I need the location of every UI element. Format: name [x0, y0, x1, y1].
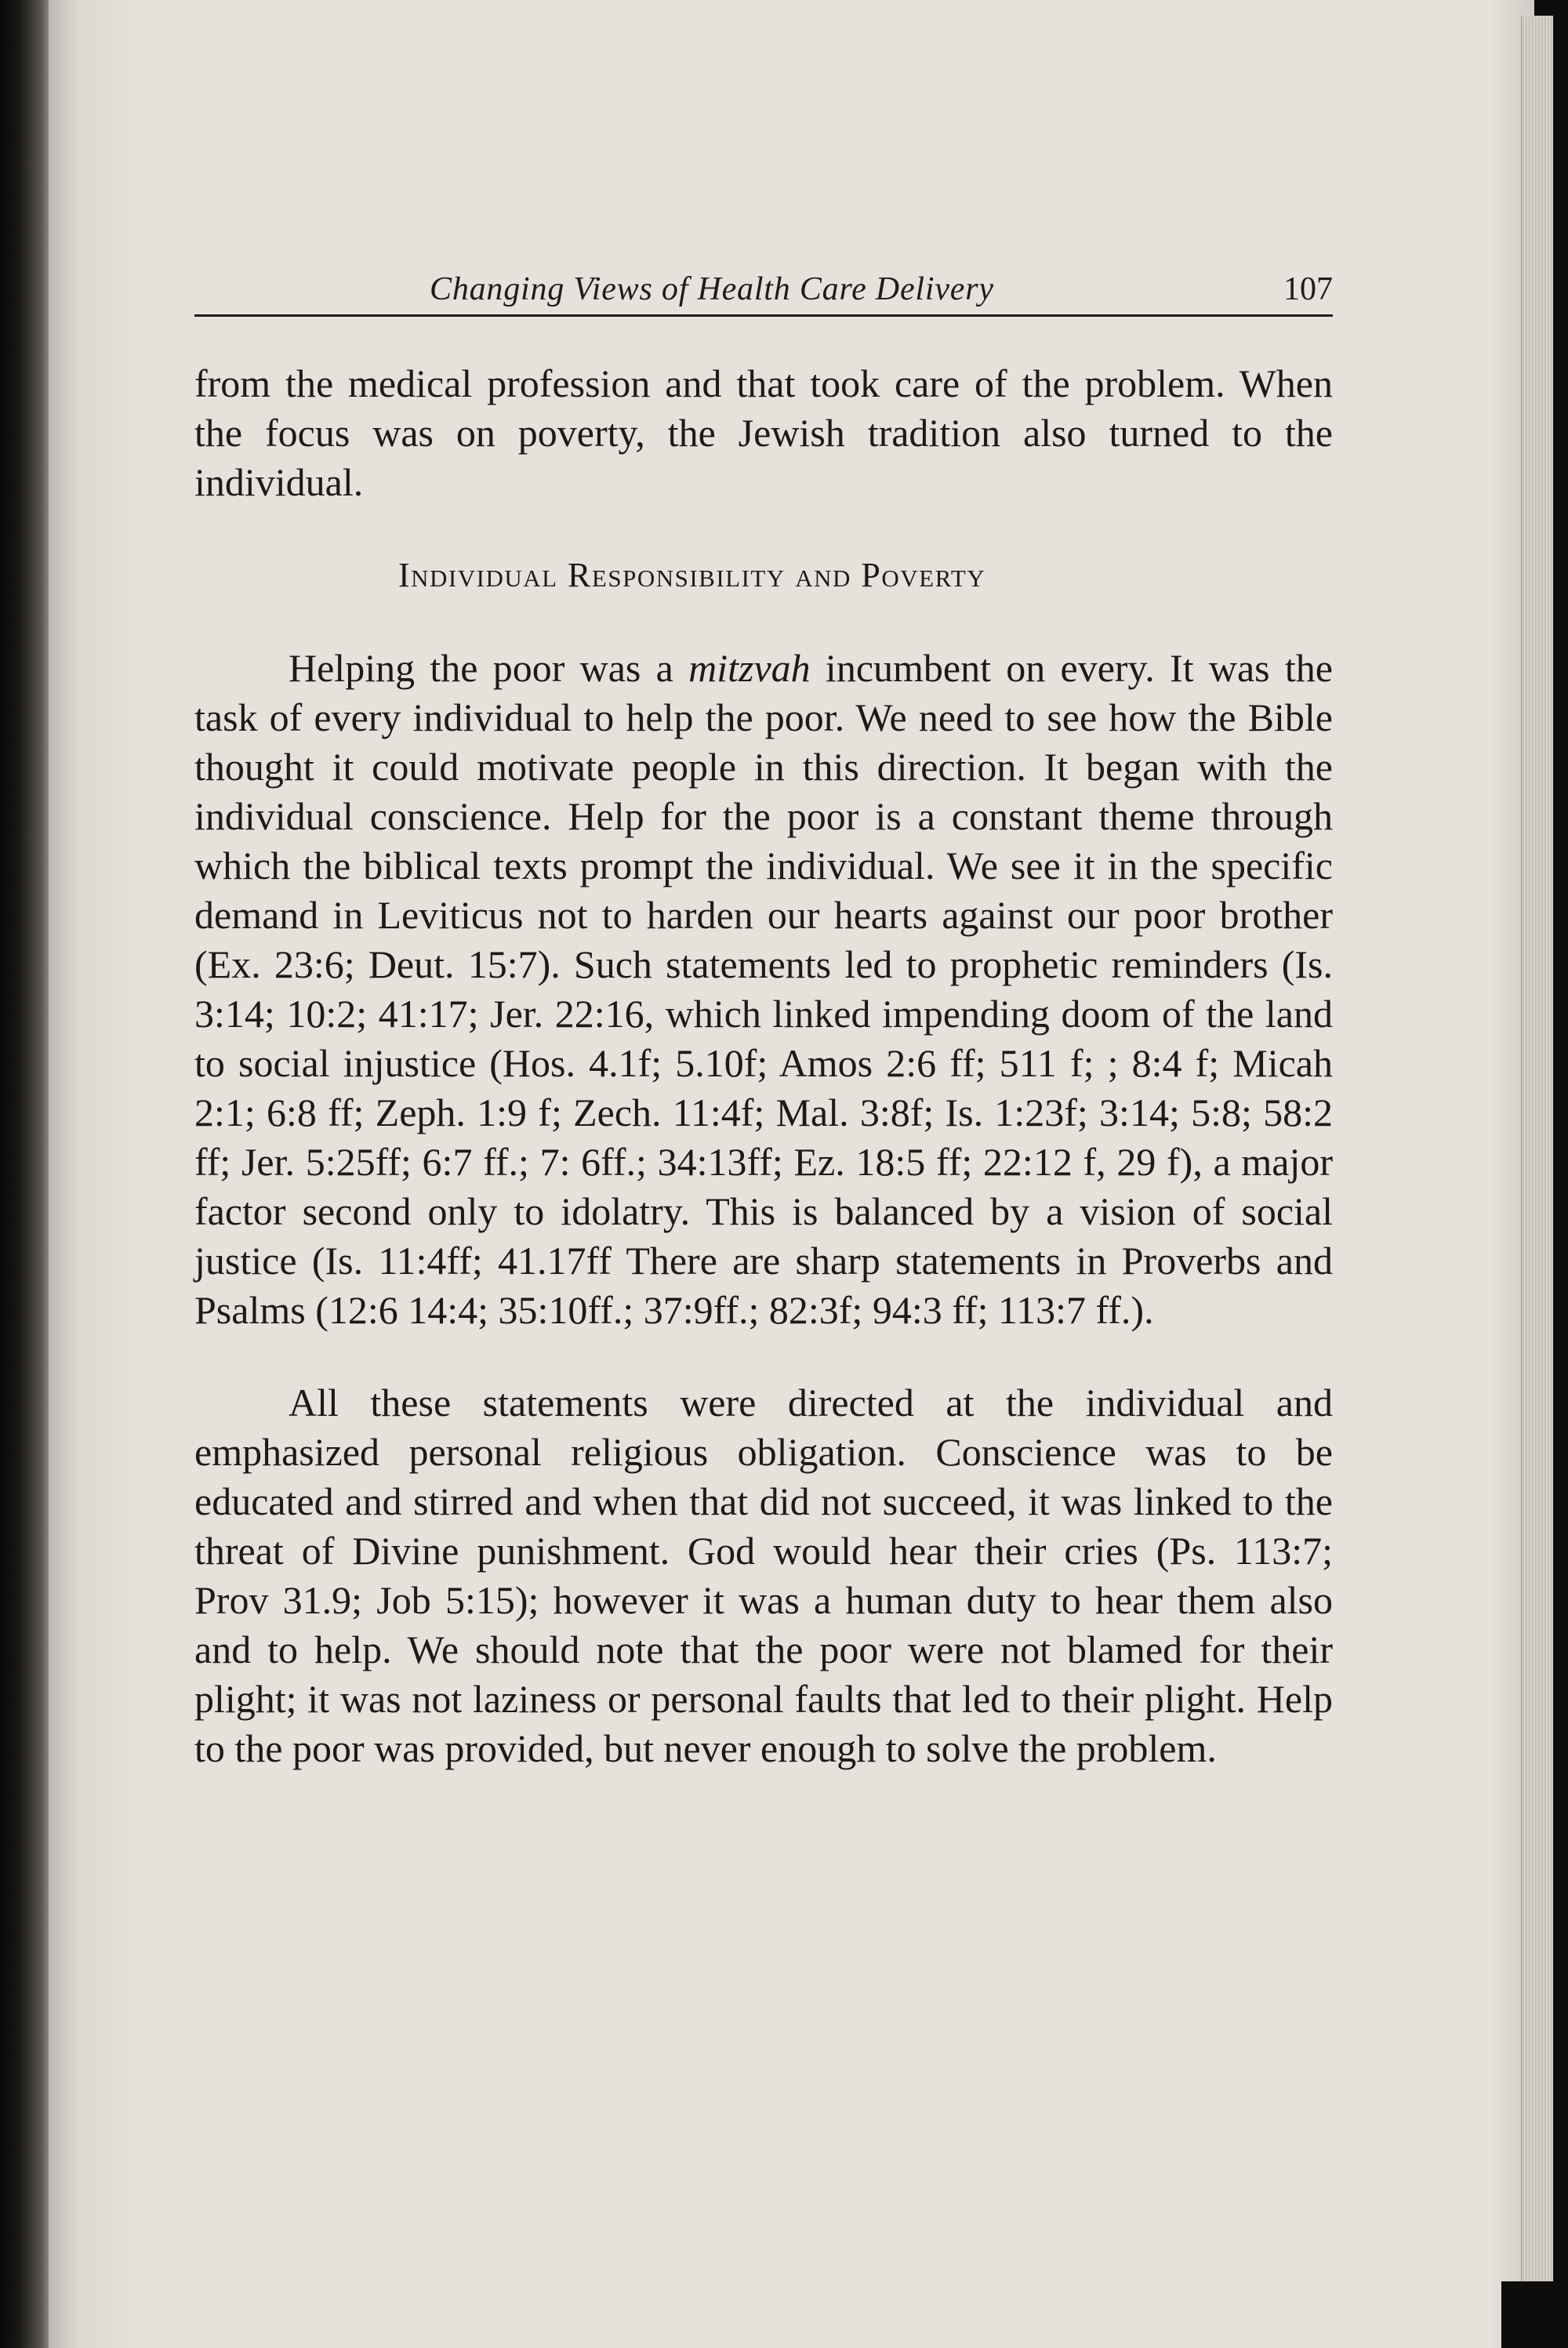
paragraph-text: incumbent on every. It was the task of every individual to help the poor. We need to see how the Bible thought it could motivate people in this direction. It began with the individual conscience. Help for the poor is a constant theme through which the biblical texts prompt the individual. We see it in the specific demand in Leviticus not to harden our hearts against our poor brother (Ex. 23:6; Deut. 15:7). Such statements led to prophetic reminders (Is. 3:14; 10:2; 41:17; Jer. 22:16, which linked impending doom of the land to social injustice (Hos. 4.1f; 5.10f; Amos 2:6 ff; 511 f; ; 8:4 f; Micah 2:1; 6:8 ff; Zeph. 1:9 f; Zech. 11:4f; Mal. 3:8f; Is. 1:23f; 3:14; 5:8; 58:2 ff; Jer. 5:25ff; 6:7 ff.; 7: 6ff.; 34:13ff; Ez. 18:5 ff; 22:12 f, 29 f), a major factor second only to idolatry. This is balanced by a vision of social justice (Is. 11:4ff; 41.17ff There are sharp statements in Proverbs and Psalms (12:6 14:4; 35:10ff.; 37:9ff.; 82:3f; 94:3 ff; 113:7 ff.).	[194, 646, 1333, 1332]
page-fore-edge	[1521, 16, 1553, 2321]
page-number: 107	[1283, 271, 1333, 307]
section-heading: Individual Responsibility and Poverty	[398, 556, 986, 594]
italic-term: mitzvah	[688, 646, 811, 690]
paragraph-text: Helping the poor was a	[289, 646, 689, 690]
running-title: Changing Views of Health Care Delivery	[430, 271, 994, 307]
paragraph	[194, 644, 1333, 1335]
background-corner	[1501, 2281, 1568, 2348]
page-body	[194, 359, 1333, 1773]
running-header	[194, 263, 1333, 317]
book-spine-shadow	[0, 0, 49, 2348]
paragraph: All these statements were directed at the individual and emphasized personal religious obligation. Conscience was to be educated and stirred and when that did not succeed, it was linked to the threat of Divine punishment. God would hear their cries (Ps. 113:7; Prov 31.9; Job 5:15); however it was a human duty to hear them also and to help. We should note that the poor were not blamed for their plight; it was not laziness or personal faults that led to their plight. Help to the poor was provided, but never enough to solve the problem.	[194, 1381, 1333, 1770]
paragraph-continued: from the medical profession and that took care of the problem. When the focus was on poverty, the Jewish tradition also turned to the individual.	[194, 361, 1333, 504]
paragraph-gap	[194, 1335, 1333, 1378]
